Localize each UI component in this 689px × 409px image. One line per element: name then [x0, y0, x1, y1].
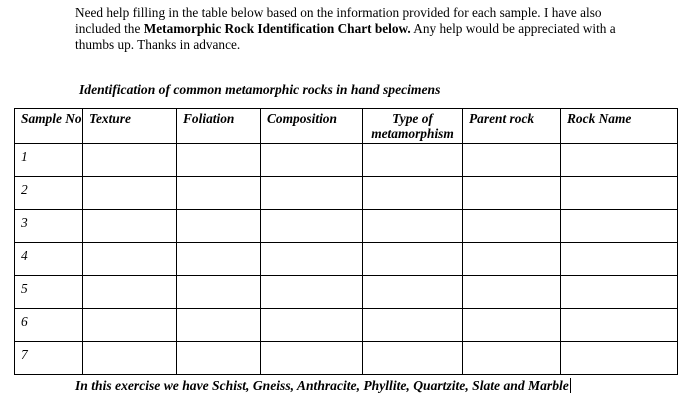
foliation-cell[interactable]: [177, 243, 261, 276]
texture-cell[interactable]: [83, 144, 177, 177]
sample-number-cell: 2: [15, 177, 83, 210]
type-of-metamorphism-cell[interactable]: [363, 243, 463, 276]
texture-cell[interactable]: [83, 309, 177, 342]
rock-name-cell[interactable]: [561, 177, 678, 210]
footer-text: In this exercise we have Schist, Gneiss, Anthracite, Phyllite, Quartzite, Slate and Marble: [75, 378, 569, 393]
parent-rock-cell[interactable]: [463, 309, 561, 342]
intro-paragraph: [75, 5, 650, 53]
rock-name-cell[interactable]: [561, 243, 678, 276]
intro-text-part1: Need help filling in the table below based on the information provided for each sample. I have also included the: [75, 5, 602, 36]
type-of-metamorphism-cell[interactable]: [363, 144, 463, 177]
foliation-cell[interactable]: [177, 177, 261, 210]
sample-number-cell: 6: [15, 309, 83, 342]
footer-note[interactable]: [75, 378, 571, 394]
texture-cell[interactable]: [83, 276, 177, 309]
sample-number-cell: 1: [15, 144, 83, 177]
header-texture: Texture: [83, 109, 177, 144]
table-row: [15, 276, 678, 309]
parent-rock-cell[interactable]: [463, 342, 561, 375]
foliation-cell[interactable]: [177, 210, 261, 243]
type-of-metamorphism-cell[interactable]: [363, 276, 463, 309]
table-row: [15, 342, 678, 375]
header-type-of-metamorphism: Type of metamorphism: [363, 109, 463, 144]
foliation-cell[interactable]: [177, 276, 261, 309]
table-row: [15, 210, 678, 243]
text-cursor: [570, 378, 571, 393]
composition-cell[interactable]: [261, 177, 363, 210]
sample-number-cell: 4: [15, 243, 83, 276]
table-caption: Identification of common metamorphic rocks in hand specimens: [79, 82, 441, 97]
type-of-metamorphism-cell[interactable]: [363, 210, 463, 243]
foliation-cell[interactable]: [177, 342, 261, 375]
composition-cell[interactable]: [261, 276, 363, 309]
composition-cell[interactable]: [261, 210, 363, 243]
parent-rock-cell[interactable]: [463, 177, 561, 210]
intro-text-bold: Metamorphic Rock Identification Chart below.: [143, 21, 411, 36]
rock-name-cell[interactable]: [561, 309, 678, 342]
parent-rock-cell[interactable]: [463, 144, 561, 177]
intro-text-part2: Any help would be appreciated with a thumbs up. Thanks in advance.: [75, 21, 616, 52]
foliation-cell[interactable]: [177, 144, 261, 177]
rock-name-cell[interactable]: [561, 210, 678, 243]
composition-cell[interactable]: [261, 342, 363, 375]
metamorphic-rock-table: [14, 108, 678, 375]
table-row: [15, 309, 678, 342]
composition-cell[interactable]: [261, 309, 363, 342]
header-composition: Composition: [261, 109, 363, 144]
type-of-metamorphism-cell[interactable]: [363, 342, 463, 375]
texture-cell[interactable]: [83, 210, 177, 243]
sample-number-cell: 7: [15, 342, 83, 375]
header-sample-no: Sample No: [15, 109, 83, 144]
sample-number-cell: 5: [15, 276, 83, 309]
table-row: [15, 243, 678, 276]
composition-cell[interactable]: [261, 243, 363, 276]
texture-cell[interactable]: [83, 177, 177, 210]
sample-number-cell: 3: [15, 210, 83, 243]
rock-name-cell[interactable]: [561, 342, 678, 375]
type-of-metamorphism-cell[interactable]: [363, 177, 463, 210]
foliation-cell[interactable]: [177, 309, 261, 342]
texture-cell[interactable]: [83, 243, 177, 276]
rock-name-cell[interactable]: [561, 144, 678, 177]
composition-cell[interactable]: [261, 144, 363, 177]
type-of-metamorphism-cell[interactable]: [363, 309, 463, 342]
table-row: [15, 144, 678, 177]
rock-name-cell[interactable]: [561, 276, 678, 309]
table-header-row: [15, 109, 678, 144]
header-parent-rock: Parent rock: [463, 109, 561, 144]
table-row: [15, 177, 678, 210]
header-rock-name: Rock Name: [561, 109, 678, 144]
header-foliation: Foliation: [177, 109, 261, 144]
parent-rock-cell[interactable]: [463, 276, 561, 309]
parent-rock-cell[interactable]: [463, 243, 561, 276]
texture-cell[interactable]: [83, 342, 177, 375]
parent-rock-cell[interactable]: [463, 210, 561, 243]
